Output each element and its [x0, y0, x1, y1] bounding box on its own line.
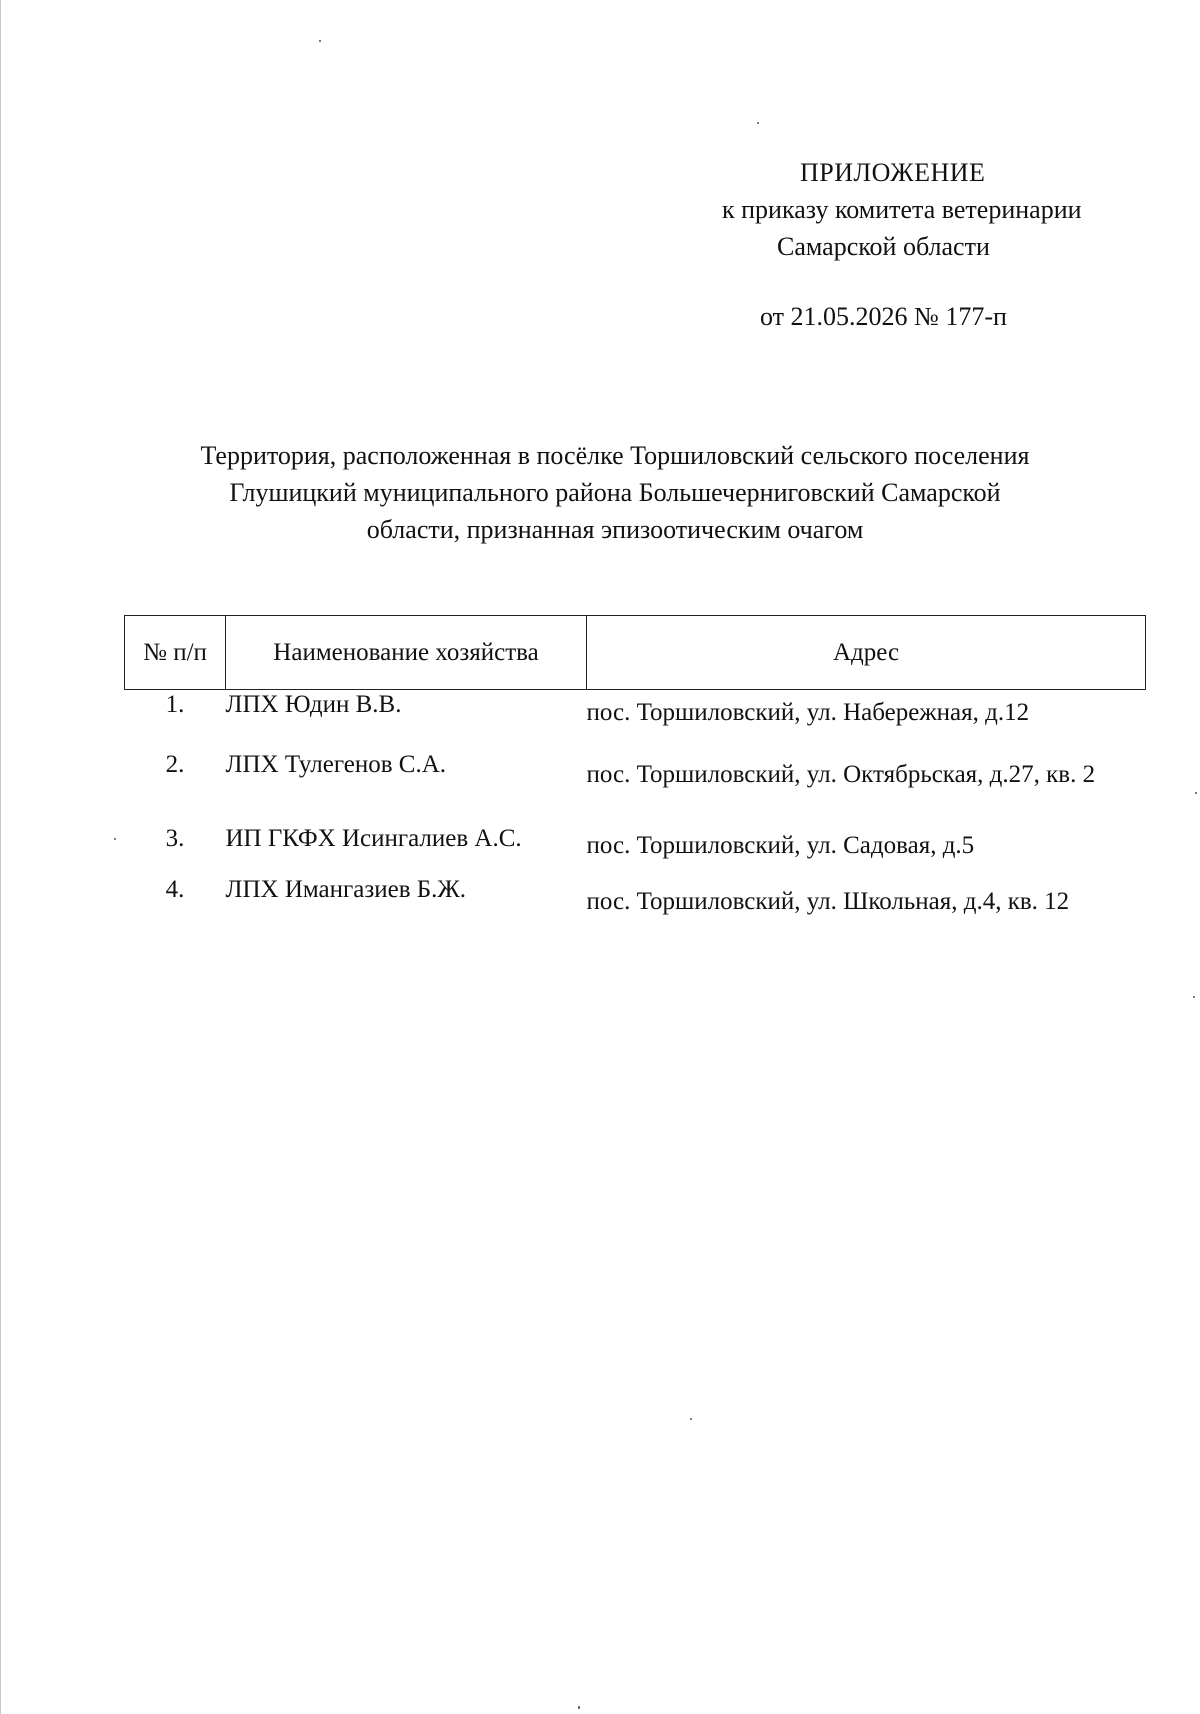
- page-edge: [0, 0, 1, 1714]
- row-name: ИП ГКФХ Исингалиев А.С.: [225, 825, 522, 852]
- scan-speck: [690, 1418, 692, 1420]
- estates-table: [124, 615, 1146, 961]
- scan-speck: [757, 122, 759, 124]
- scan-speck: [319, 40, 321, 42]
- scan-speck: [1195, 792, 1197, 794]
- scan-speck: [1193, 996, 1195, 998]
- row-name: ЛПХ Тулегенов С.А.: [225, 751, 446, 778]
- header-number: № п/п: [125, 616, 226, 690]
- row-address: пос. Торшиловский, ул. Октябрьская, д.27, кв. 2: [586, 761, 1096, 788]
- row-number: 1.: [165, 691, 185, 718]
- document-title-line-1: Территория, расположенная в посёлке Торшиловский сельского поселения: [200, 441, 1030, 470]
- row-number: 3.: [165, 825, 185, 852]
- table-header-row: [125, 616, 1146, 690]
- row-address: пос. Торшиловский, ул. Набережная, д.12: [586, 699, 1030, 726]
- estates-table-container: [124, 615, 1145, 961]
- table-row: [125, 750, 1146, 824]
- row-number: 2.: [165, 751, 185, 778]
- table-row: [125, 824, 1146, 875]
- table-row: [125, 690, 1146, 751]
- row-name: ЛПХ Юдин В.В.: [225, 691, 402, 718]
- appendix-region-line: Самарской области: [777, 232, 990, 261]
- row-address: пос. Торшиловский, ул. Садовая, д.5: [586, 832, 975, 859]
- document-title-line-3: области, признанная эпизоотическим очагом: [366, 515, 864, 544]
- scan-speck: [114, 838, 116, 840]
- row-address: пос. Торшиловский, ул. Школьная, д.4, кв. 12: [586, 888, 1070, 915]
- appendix-date-line: от 21.05.2026 № 177-п: [760, 302, 1007, 331]
- scan-speck: [578, 1706, 580, 1709]
- header-name: Наименование хозяйства: [226, 616, 587, 690]
- table-row: [125, 875, 1146, 961]
- row-name: ЛПХ Имангазиев Б.Ж.: [225, 876, 467, 903]
- row-number: 4.: [165, 876, 185, 903]
- header-address: Адрес: [587, 616, 1146, 690]
- appendix-order-line: к приказу комитета ветеринарии: [722, 195, 1082, 224]
- appendix-title: ПРИЛОЖЕНИЕ: [800, 158, 986, 187]
- document-title-line-2: Глушицкий муниципального района Большечерниговский Самарской: [229, 478, 1001, 507]
